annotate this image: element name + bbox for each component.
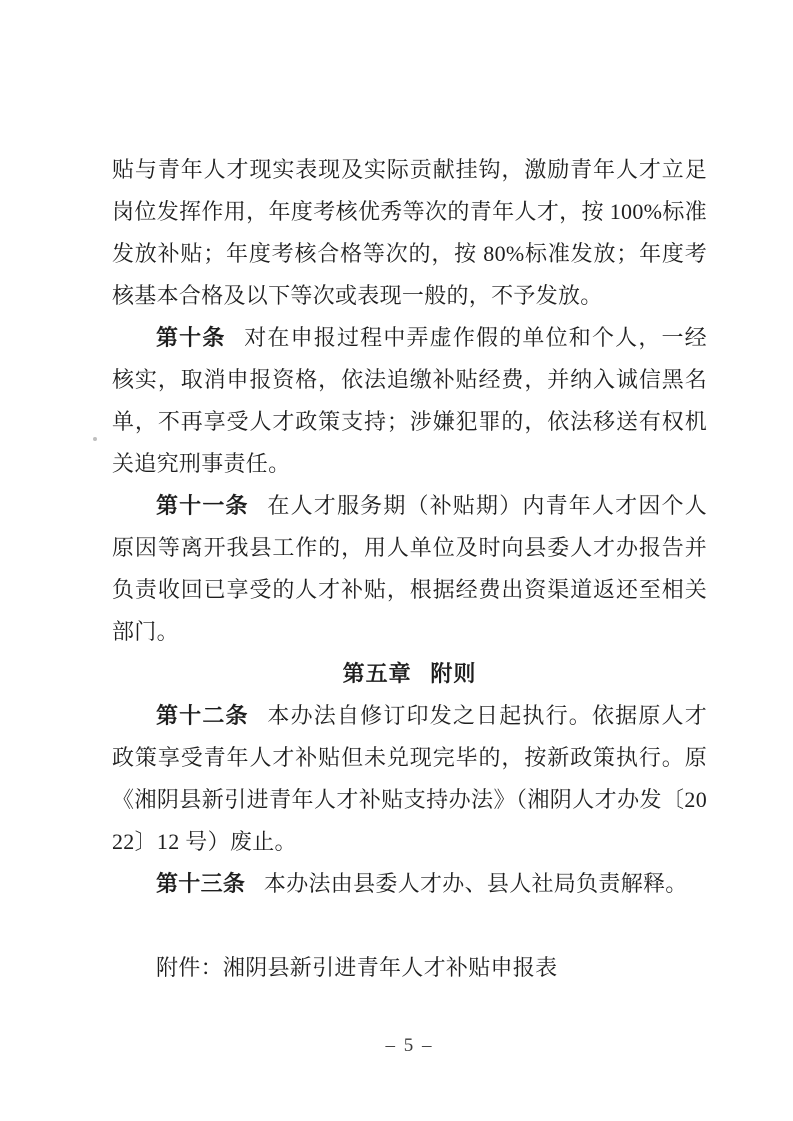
article-12 <box>112 695 707 863</box>
scan-speck <box>93 437 97 441</box>
chapter-5-heading <box>112 653 707 695</box>
article-11 <box>112 485 707 653</box>
paragraph-continuation <box>112 149 707 317</box>
chapter-5-heading-title: 附则 <box>430 661 477 686</box>
article-10-text: 对在申报过程中弄虚作假的单位和个人，一经核实，取消申报资格，依法追缴补贴经费，并纳入诚信黑名单，不再享受人才政策支持；涉嫌犯罪的，依法移送有权机关追究刑事责任。 <box>112 325 707 476</box>
paragraph-continuation-text: 贴与青年人才现实表现及实际贡献挂钩，激励青年人才立足岗位发挥作用，年度考核优秀等次的青年人才，按 100%标准发放补贴；年度考核合格等次的，按 80%标准发放；年度考核基本合格及以下等次或表现一般的，不予发放。 <box>112 157 707 308</box>
article-12-label: 第十二条 <box>156 703 249 728</box>
chapter-5-heading-number: 第五章 <box>342 661 412 686</box>
article-13-label: 第十三条 <box>156 871 246 896</box>
article-10 <box>112 317 707 485</box>
attachment-title: 湘阴县新引进青年人才补贴申报表 <box>222 955 558 980</box>
article-13-text: 本办法由县委人才办、县人社局负责解释。 <box>263 871 688 896</box>
article-11-text: 在人才服务期（补贴期）内青年人才因个人原因等离开我县工作的，用人单位及时向县委人才办报告并负责收回已享受的人才补贴，根据经费出资渠道返还至相关部门。 <box>112 493 708 644</box>
attachment-label: 附件： <box>156 955 223 980</box>
article-11-label: 第十一条 <box>156 493 249 518</box>
article-12-text: 本办法自修订印发之日起执行。依据原人才政策享受青年人才补贴但未兑现完毕的，按新政策执行。原《湘阴县新引进青年人才补贴支持办法》（湘阴人才办发〔2022〕12 号）废止。 <box>112 703 708 854</box>
page-number: – 5 – <box>385 1035 434 1056</box>
article-13 <box>112 863 707 905</box>
document-text-block <box>112 149 707 989</box>
article-10-label: 第十条 <box>156 325 226 350</box>
attachment-line <box>112 947 707 989</box>
